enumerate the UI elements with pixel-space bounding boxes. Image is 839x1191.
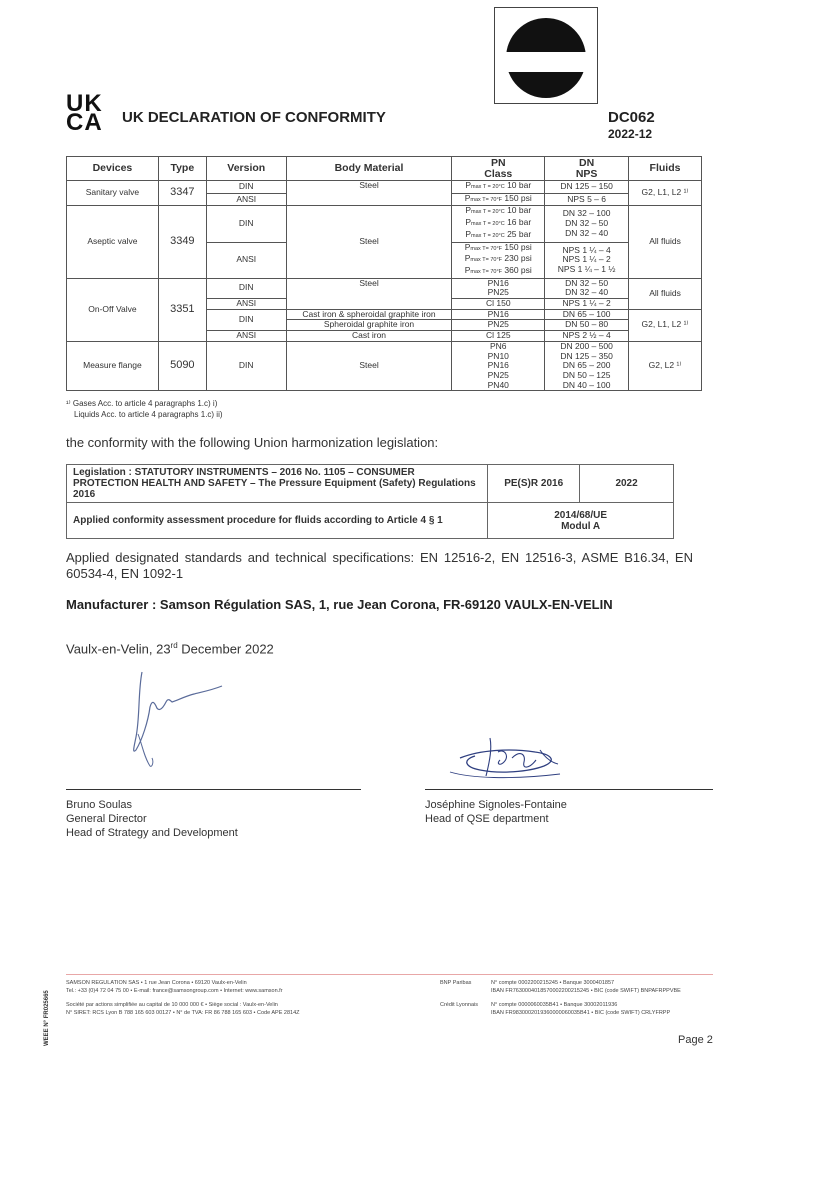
nps-label: NPS	[575, 167, 598, 180]
legislation-table	[66, 464, 674, 539]
signature-josephine-signoles-fontaine	[440, 730, 580, 785]
version-cell: DIN	[206, 181, 286, 194]
signature-bruno-soulas	[112, 662, 232, 772]
device-cell: Aseptic valve	[67, 206, 159, 278]
pn-cell: Cl 150	[452, 299, 545, 310]
weee-number: WEEE N° FR025665	[44, 990, 50, 1046]
procedure-description: Applied conformity assessment procedure for fluids according to Article 4 § 1	[67, 503, 488, 539]
pn-cell: PN16	[452, 309, 545, 320]
ukca-mark-line2: CA	[66, 109, 103, 136]
pn-label: PN	[490, 156, 506, 169]
type-cell: 3351	[158, 278, 206, 341]
version-cell: DIN	[206, 341, 286, 391]
material-cell: Steel	[286, 181, 452, 206]
document-code: DC062	[608, 109, 655, 126]
samson-logo	[494, 7, 598, 104]
type-cell: 3349	[158, 206, 206, 278]
footnote-liquids: Liquids Acc. to article 4 paragraphs 1.c) ii)	[74, 410, 223, 419]
col-header-devices: Devices	[67, 157, 159, 181]
material-cell: Cast iron	[286, 331, 452, 342]
version-cell: ANSI	[206, 193, 286, 206]
fluids-cell: G2, L1, L2 ¹⁾	[629, 309, 702, 341]
col-header-fluids: Fluids	[629, 157, 702, 181]
table-row	[67, 206, 702, 242]
pressure-cell: Pmax T = 20°C 10 bar Pmax T = 20°C 16 bar Pmax T = 20°C 25 bar	[452, 206, 545, 242]
logo-text: SAMSON	[503, 49, 591, 71]
signatory-name: Joséphine Signoles-Fontaine	[425, 799, 567, 811]
dn-cell: NPS 5 – 6	[545, 193, 629, 206]
dn-cell: DN 125 – 150	[545, 181, 629, 194]
table-row	[67, 278, 702, 298]
pressure-cell: Pmax T= 70°F 150 psi	[452, 193, 545, 206]
devices-table	[66, 156, 702, 391]
signatory-name: Bruno Soulas	[66, 799, 133, 811]
page-number: Page 2	[678, 1034, 713, 1046]
dn-cell: DN 65 – 100	[545, 309, 629, 320]
standards-text: Applied designated standards and technical specifications: EN 12516-2, EN 12516-3, ASME B16.34, EN 60534-4, EN 1092-1	[66, 550, 693, 581]
footer-divider	[66, 974, 713, 975]
signature-line-left	[66, 789, 361, 790]
legislation-reference: PE(S)R 2016	[488, 465, 580, 503]
class-label: Class	[484, 167, 513, 180]
material-cell: Cast iron & spheroidal graphite iron	[286, 309, 452, 320]
version-cell: ANSI	[206, 299, 286, 310]
signatory-role: Head of Strategy and Development	[66, 827, 238, 839]
footnote-gases: ¹⁾ Gases Acc. to article 4 paragraphs 1.c) i)	[66, 399, 218, 408]
dn-cell: DN 32 – 50 DN 32 – 40	[545, 278, 629, 298]
fluids-cell: G2, L1, L2 ¹⁾	[629, 181, 702, 206]
table-row	[67, 181, 702, 194]
pn-cell: Cl 125	[452, 331, 545, 342]
pn-cell: PN6 PN10 PN16 PN25 PN40	[452, 341, 545, 391]
legislation-description: Legislation : STATUTORY INSTRUMENTS – 2016 No. 1105 – CONSUMER PROTECTION HEALTH AND SAFETY – The Pressure Equipment (Safety) Regulations 2016	[67, 465, 488, 503]
footer-company-contact: SAMSON REGULATION SAS • 1 rue Jean Corona • 69120 Vaulx-en-Velin Tel.: +33 (0)4 72 04 75 00 • E-mail: france@samsongroup.com • Internet: www.samson.fr	[66, 980, 283, 994]
material-cell: Steel	[286, 206, 452, 278]
signatory-role: General Director	[66, 813, 147, 825]
pressure-cell: Pmax T = 20°C 10 bar	[452, 181, 545, 194]
signatory-left	[66, 798, 238, 840]
table-row	[67, 503, 674, 539]
footer-bank2-details: N° compte 0000060035B41 • Banque 30002011936 IBAN FR9830002019360000060035B41 • BIC (code SWIFT) CRLYFRPP	[491, 1002, 671, 1016]
pn-cell: PN16 PN25	[452, 278, 545, 298]
table-row	[67, 465, 674, 503]
table-header-row	[67, 157, 702, 181]
manufacturer-line: Manufacturer : Samson Régulation SAS, 1, rue Jean Corona, FR-69120 VAULX-EN-VELIN	[66, 597, 613, 612]
version-cell: DIN	[206, 206, 286, 242]
version-cell: DIN	[206, 309, 286, 330]
dn-cell: DN 200 – 500 DN 125 – 350 DN 65 – 200 DN 50 – 125 DN 40 – 100	[545, 341, 629, 391]
dn-label: DN	[579, 156, 595, 169]
footer-bank2-name: Crédit Lyonnais	[440, 1002, 479, 1008]
col-header-pn-class	[452, 157, 545, 181]
footer-bank1-details: N° compte 0002200215245 • Banque 3000401857 IBAN FR7630004018570002200215245 • BIC (code SWIFT) BNPAFRPPVBE	[491, 980, 681, 994]
dn-cell: DN 50 – 80	[545, 320, 629, 331]
version-cell: ANSI	[206, 242, 286, 278]
type-cell: 5090	[158, 341, 206, 391]
footer-company-legal: Société par actions simplifiée au capital de 10 000 000 € • Siège social : Vaulx-en-Velin N° SIRET: RCS Lyon B 788 165 603 00127 • N° de TVA: FR 86 788 165 603 • Code APE 2814Z	[66, 1002, 300, 1016]
material-cell: Steel	[286, 341, 452, 391]
legislation-year: 2022	[580, 465, 674, 503]
material-cell: Steel	[286, 278, 452, 309]
device-cell: Sanitary valve	[67, 181, 159, 206]
fluids-cell: G2, L2 ¹⁾	[629, 341, 702, 391]
pn-cell: PN25	[452, 320, 545, 331]
device-cell: On-Off Valve	[67, 278, 159, 341]
col-header-body-material: Body Material	[286, 157, 452, 181]
procedure-reference: 2014/68/UE Modul A	[488, 503, 674, 539]
pressure-cell: Pmax T= 70°F 150 psi Pmax T= 70°F 230 psi Pmax T= 70°F 360 psi	[452, 242, 545, 278]
version-cell: ANSI	[206, 331, 286, 342]
device-cell: Measure flange	[67, 341, 159, 391]
place-date: Vaulx-en-Velin, 23rd December 2022	[66, 641, 274, 657]
col-header-dn-nps	[545, 157, 629, 181]
dn-cell: NPS 1 ¼ – 2	[545, 299, 629, 310]
dn-cell: NPS 1 ¼ – 4 NPS 1 ¼ – 2 NPS 1 ¼ – 1 ½	[545, 242, 629, 278]
signature-line-right	[425, 789, 713, 790]
signatory-right	[425, 798, 567, 826]
dn-cell: NPS 2 ½ – 4	[545, 331, 629, 342]
material-cell: Spheroidal graphite iron	[286, 320, 452, 331]
ukca-mark	[66, 90, 108, 136]
col-header-type: Type	[158, 157, 206, 181]
version-cell: DIN	[206, 278, 286, 298]
document-date: 2022-12	[608, 127, 653, 141]
fluids-cell: All fluids	[629, 278, 702, 309]
signatory-role: Head of QSE department	[425, 813, 549, 825]
type-cell: 3347	[158, 181, 206, 206]
dn-cell: DN 32 – 100 DN 32 – 50 DN 32 – 40	[545, 206, 629, 242]
conformity-statement: the conformity with the following Union harmonization legislation:	[66, 435, 439, 450]
table-row	[67, 341, 702, 391]
col-header-version: Version	[206, 157, 286, 181]
fluids-cell: All fluids	[629, 206, 702, 278]
footer-bank1-name: BNP Paribas	[440, 980, 472, 986]
ukca-mark-line1: UK	[66, 90, 103, 117]
page-title: UK DECLARATION OF CONFORMITY	[122, 109, 386, 126]
